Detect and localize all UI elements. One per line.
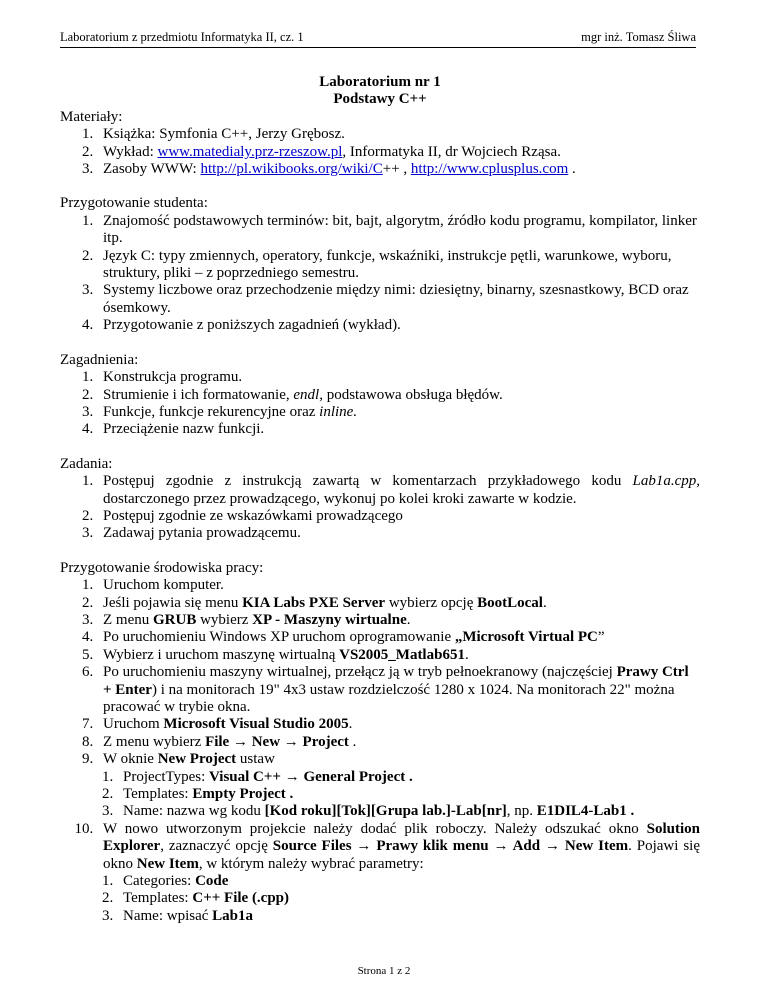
list-item: 2. Templates: Empty Project . <box>117 786 700 803</box>
preparation-heading: Przygotowanie studenta: <box>60 195 208 212</box>
wikibooks-link[interactable]: http://pl.wikibooks.org/wiki/C <box>200 161 383 178</box>
environment-section <box>60 560 700 926</box>
topics-list <box>60 369 700 439</box>
list-item: 4. Po uruchomieniu Windows XP uruchom oprogramowanie „Microsoft Virtual PC” <box>97 629 700 646</box>
document-body <box>60 74 700 925</box>
list-item: 4. Przeciążenie nazw funkcji. <box>97 421 700 438</box>
page-number: Strona 1 z 2 <box>357 965 411 977</box>
list-item: 1. Postępuj zgodnie z instrukcją zawartą w komentarzach przykładowego kodu Lab1a.cpp, dostarczonego przez prowadzącego, wykonuj po kolei kroki zawarte w kodzie. <box>97 473 700 508</box>
list-item: 3. Zasoby WWW: http://pl.wikibooks.org/wiki/C++ , http://www.cplusplus.com . <box>97 161 700 178</box>
cplusplus-link[interactable]: http://www.cplusplus.com <box>410 161 569 178</box>
new-item-sublist <box>103 873 700 925</box>
list-item: 6. Po uruchomieniu maszyny wirtualnej, przełącz ją w tryb pełnoekranowy (najczęściej Prawy Ctrl + Enter) i na monitorach 19" 4x3 ustaw rozdzielczość 1280 x 1024. Na monitorach 22" można pracować w trybie okna. <box>97 664 700 716</box>
materials-section <box>60 109 700 179</box>
list-item: 2. Templates: C++ File (.cpp) <box>117 890 700 907</box>
list-item: 2. Wykład: www.matedialy.prz-rzeszow.pl, Informatyka II, dr Wojciech Rząsa. <box>97 144 700 161</box>
list-item: 3. Name: nazwa wg kodu [Kod roku][Tok][Grupa lab.]-Lab[nr], np. E1DIL4-Lab1 . <box>117 803 700 820</box>
topics-heading: Zagadnienia: <box>60 351 139 368</box>
list-item: 10. W nowo utworzonym projekcie należy dodać plik roboczy. Należy odszukać okno Solution Explorer, zaznaczyć opcję Source Files → Prawy klik menu → Add → New Item. Pojawi się okno New Item, w którym należy wybrać parametry: 1. Categories: Code 2. Templates: C++ File (.cpp) 3. Name: wpisać Lab1a <box>97 821 700 925</box>
list-item: 1. Książka: Symfonia C++, Jerzy Grębosz. <box>97 126 700 143</box>
list-item: 1. Znajomość podstawowych terminów: bit, bajt, algorytm, źródło kodu programu, kompilator, linker itp. <box>97 213 700 248</box>
tasks-heading: Zadania: <box>60 455 113 472</box>
tasks-list <box>60 473 700 543</box>
environment-heading: Przygotowanie środowiska pracy: <box>60 559 264 576</box>
list-item: 2. Jeśli pojawia się menu KIA Labs PXE Server wybierz opcję BootLocal. <box>97 595 700 612</box>
list-item: 3. Name: wpisać Lab1a <box>117 908 700 925</box>
list-item: 3. Funkcje, funkcje rekurencyjne oraz inline. <box>97 404 700 421</box>
list-item: 5. Wybierz i uruchom maszynę wirtualną VS2005_Matlab651. <box>97 647 700 664</box>
list-item: 3. Zadawaj pytania prowadzącemu. <box>97 525 700 542</box>
title-line-2: Podstawy C++ <box>333 91 427 108</box>
header-author: mgr inż. Tomasz Śliwa <box>581 30 696 44</box>
environment-list <box>60 577 700 925</box>
tasks-section <box>60 456 700 543</box>
list-item: 1. Categories: Code <box>117 873 700 890</box>
list-item: 2. Strumienie i ich formatowanie, endl, podstawowa obsługa błędów. <box>97 387 700 404</box>
list-item: 1. Konstrukcja programu. <box>97 369 700 386</box>
list-item: 1. ProjectTypes: Visual C++ → General Project . <box>117 769 700 786</box>
title-line-1: Laboratorium nr 1 <box>319 74 441 90</box>
new-project-sublist <box>103 769 700 821</box>
list-item: 7. Uruchom Microsoft Visual Studio 2005. <box>97 716 700 733</box>
list-item: 2. Postępuj zgodnie ze wskazówkami prowadzącego <box>97 508 700 525</box>
materials-list <box>60 126 700 178</box>
list-item: 8. Z menu wybierz File → New → Project . <box>97 734 700 751</box>
materials-heading: Materiały: <box>60 108 123 125</box>
list-item: 2. Język C: typy zmiennych, operatory, funkcje, wskaźniki, instrukcje pętli, warunkowe, wyboru, struktury, pliki – z poprzedniego semestru. <box>97 248 700 283</box>
list-item: 3. Z menu GRUB wybierz XP - Maszyny wirtualne. <box>97 612 700 629</box>
preparation-section <box>60 195 700 334</box>
preparation-list <box>60 213 700 335</box>
header-divider <box>60 47 696 48</box>
header-course: Laboratorium z przedmiotu Informatyka II, cz. 1 <box>60 30 304 44</box>
list-item: 9. W oknie New Project ustaw 1. ProjectTypes: Visual C++ → General Project . 2. Templates: Empty Project . 3. Name: nazwa wg kodu [Kod roku][Tok][Grupa lab.]-Lab[nr], np. E1DIL4-Lab1 . <box>97 751 700 821</box>
list-item: 4. Przygotowanie z poniższych zagadnień (wykład). <box>97 317 700 334</box>
topics-section <box>60 352 700 439</box>
list-item: 3. Systemy liczbowe oraz przechodzenie między nimi: dziesiętny, binarny, szesnastkowy, BCD oraz ósemkowy. <box>97 282 700 317</box>
lecture-link[interactable]: www.matedialy.prz-rzeszow.pl <box>157 143 343 160</box>
list-item: 1. Uruchom komputer. <box>97 577 700 594</box>
document-title <box>60 74 700 109</box>
